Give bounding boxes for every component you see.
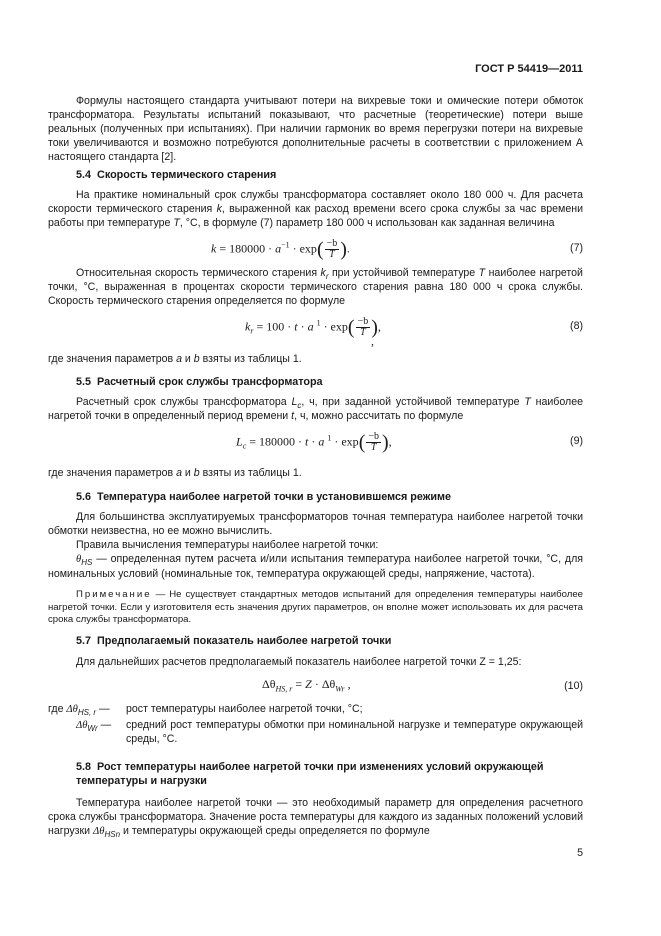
section-5-5-where: где значения параметров a и b взяты из таблицы 1. bbox=[48, 467, 302, 479]
formula-7: $k = 180000 \cdot a^{-1} \cdot \exp$( $\frac{-b}{T}$ ). (7) bbox=[211, 238, 583, 261]
section-5-4-heading bbox=[76, 168, 583, 182]
equation-number-9: (9) bbox=[570, 435, 583, 447]
section-5-7-heading: 5.7 Предполагаемый показатель наиболее нагретой точки bbox=[76, 635, 392, 647]
intro-paragraph-block bbox=[48, 94, 583, 164]
intro-paragraph: Формулы настоящего стандарта учитывают потери на вихревые токи и омические потери обмоток трансформатора. Результаты испытаний показывают, что расчетные (теоретические) потери выше реальных (полученных при испытаниях). При наличии гармоник во время перегрузки потери на вихревые токи увеличиваются и возможно потребуются дополнительные расчеты в соответствии с приложением А настоящего стандарта [2]. bbox=[48, 95, 583, 163]
section-5-8-heading: 5.8 Рост температуры наиболее нагретой точки при изменениях условий окружающей температуры и нагрузки bbox=[76, 761, 544, 787]
page-number: 5 bbox=[577, 847, 583, 859]
section-5-8-paragraph-1: Температура наиболее нагретой точки — это необходимый параметр для определения расчетного срока службы трансформатора. Значение роста температуры для каждого из заданных положений условий нагрузки $\Delta\theta_{HSn}$ и температуры окружающей среды определяется по формуле bbox=[48, 797, 583, 840]
section-5-5-paragraph-1: Расчетный срок службы трансформатора $L_c$, ч, при заданной устойчивой температуре T наиболее нагретой точки в определенный период времени t, ч, можно рассчитать по формуле bbox=[48, 396, 583, 422]
equation-number-8: (8) bbox=[570, 320, 583, 332]
section-number: 5.4 bbox=[76, 169, 92, 181]
section-5-6-body: Для большинства эксплуатируемых трансформаторов точная температура наиболее нагретой точки обмотки неизвестна, но ее можно вычислить. Правила вычисления температуры наиболее нагретой точки: $\theta_{HS}$ — определенная путем расчета и/или испытания температура наиболее нагретой точки, °С, для номинальных условий (номинальные ток, температура окружающей среды, напряжение, частота). Примечание — Не существует стандартных методов испытаний для определения температуры наиболее нагретой точки. Если у изготовителя есть значения других параметров, он вполне может использовать их для расчета срока службы трансформатора. bbox=[48, 511, 583, 625]
equation-number-10: (10) bbox=[564, 680, 583, 692]
section-5-5-heading: 5.5 Расчетный срок службы трансформатора bbox=[76, 376, 323, 388]
note: Примечание — Не существует стандартных методов испытаний для определения температуры наиболее нагретой точки. Если у изготовителя есть значения других параметров, он вполне может использовать их для расчета срока службы трансформатора. bbox=[48, 589, 583, 625]
formula-8: $k_r = 100 \cdot t \cdot a$ $^1$ · exp( $\frac{-b}{T}$ ), (8) , bbox=[245, 316, 583, 348]
equation-number-7: (7) bbox=[570, 242, 583, 254]
section-5-4-paragraph-1: На практике номинальный срок службы трансформатора составляет около 180 000 ч. Для расчета скорости термического старения k, выраженной как расход времени всего срока службы за час времени работы при температуре T, °С, в формуле (7) параметр 180 000 ч использован как заданная величина bbox=[48, 189, 583, 229]
section-5-4-where: где значения параметров a и b взяты из таблицы 1. bbox=[48, 353, 302, 365]
section-5-7-paragraph-1: Для дальнейших расчетов предполагаемый показатель наиболее нагретой точки Z = 1,25: bbox=[76, 656, 522, 668]
section-title: Скорость термического старения bbox=[97, 169, 277, 181]
document-header: ГОСТ Р 54419—2011 bbox=[475, 63, 583, 75]
document-page: ГОСТ Р 54419—2011 Формулы настоящего стандарта учитывают потери на вихревые токи и омические потери обмоток трансформатора. Результаты испытаний показывают, что расчетные (теоретические) потери выше реальных (полученных при испытаниях). При наличии гармоник во время перегрузки потери на вихревые токи увеличиваются и возможно потребуются дополнительные расчеты в соответствии с приложением А настоящего стандарта [2]. 5.4 Скорость термического старения На практике номинальный срок службы трансформатора составляет около 180 000 ч. Для расчета скорости термического старения k, выраженной как расход времени всего срока службы за час времени работы при температуре T, °С, в формуле (7) параметр 180 000 ч использован как заданная величина $k = 180000 \cdot a^{-1} \cdot \exp$( $\frac{-b}{T}$ ). (7) Относительная скорость термического старения $k_r$ при устойчивой температуре T наиболее нагретой точки, °С, выраженная в процентах скорости термического старения равна 180 000 ч срока службы. Скорость термического старения определяется по формуле $k_r = 100 \cdot t \cdot a$ $^1$ · exp( $\frac{-b}{T}$ ), (8) , где значения параметров a и b взяты из таблицы 1. 5.5 Расчетный срок службы трансформатора Расчетный срок службы трансформатора $L_c$, ч, при заданной устойчивой температуре T наиболее нагретой точки в определенный период времени t, ч, можно рассчитать по формуле $L_c = 180000 \cdot t \cdot a$ $^1$ · exp( $\frac{-b}{T}$ ), (9) где значения параметров a и b взяты из таблицы 1. 5.6 Температура наиболее нагретой точки в установившемся режиме Для большинства эксплуатируемых трансформаторов точная температура наиболее нагретой точки обмотки неизвестна, но ее можно вычислить. Правила вычисления температуры наиболее нагретой точки: $\theta_{HS}$ — определенная путем расчета и/или испытания температура наиболее нагретой точки, °С, для номинальных условий (номинальные ток, температура окружающей среды, напряжение, частота). Примечание — Не существует стандартных методов испытаний для определения температуры наиболее нагретой точки. Если у изготовителя есть значения других параметров, он вполне может использовать их для расчета срока службы трансформатора. 5.7 Предполагаемый показатель наиболее нагретой точки Для дальнейших расчетов предполагаемый показатель наиболее нагретой точки Z = 1,25: $\Delta\theta_{HS, r} = Z \cdot \Delta\theta_{Wr}$ , (10) где $\Delta\theta_{HS, r}$ — рост температуры наиболее нагретой точки, °С; $\Delta\theta_{Wr}$ — средний рост температуры обмотки при номинальной нагрузке и температуре окружающей среды, °С. 5.8 Рост температуры наиболее нагретой точки при изменениях условий окружающей температуры и нагрузки Температура наиболее нагретой точки — это необходимый параметр для определения расчетного срока службы трансформатора. Значение роста температуры для каждого из заданных положений условий нагрузки $\Delta\theta_{HSn}$ и температуры окружающей среды определяется по формуле 5 bbox=[0, 0, 661, 936]
section-5-4-paragraph-2: Относительная скорость термического старения $k_r$ при устойчивой температуре T наиболее нагретой точки, °С, выраженная в процентах скорости термического старения равна 180 000 ч срока службы. Скорость термического старения определяется по формуле bbox=[48, 267, 583, 307]
formula-9: $L_c = 180000 \cdot t \cdot a$ $^1$ · exp( $\frac{-b}{T}$ ), (9) bbox=[236, 431, 583, 454]
section-5-6-heading: 5.6 Температура наиболее нагретой точки в установившемся режиме bbox=[76, 491, 452, 503]
formula-10: $\Delta\theta_{HS, r} = Z \cdot \Delta\theta_{Wr}$ , (10) bbox=[262, 677, 583, 694]
